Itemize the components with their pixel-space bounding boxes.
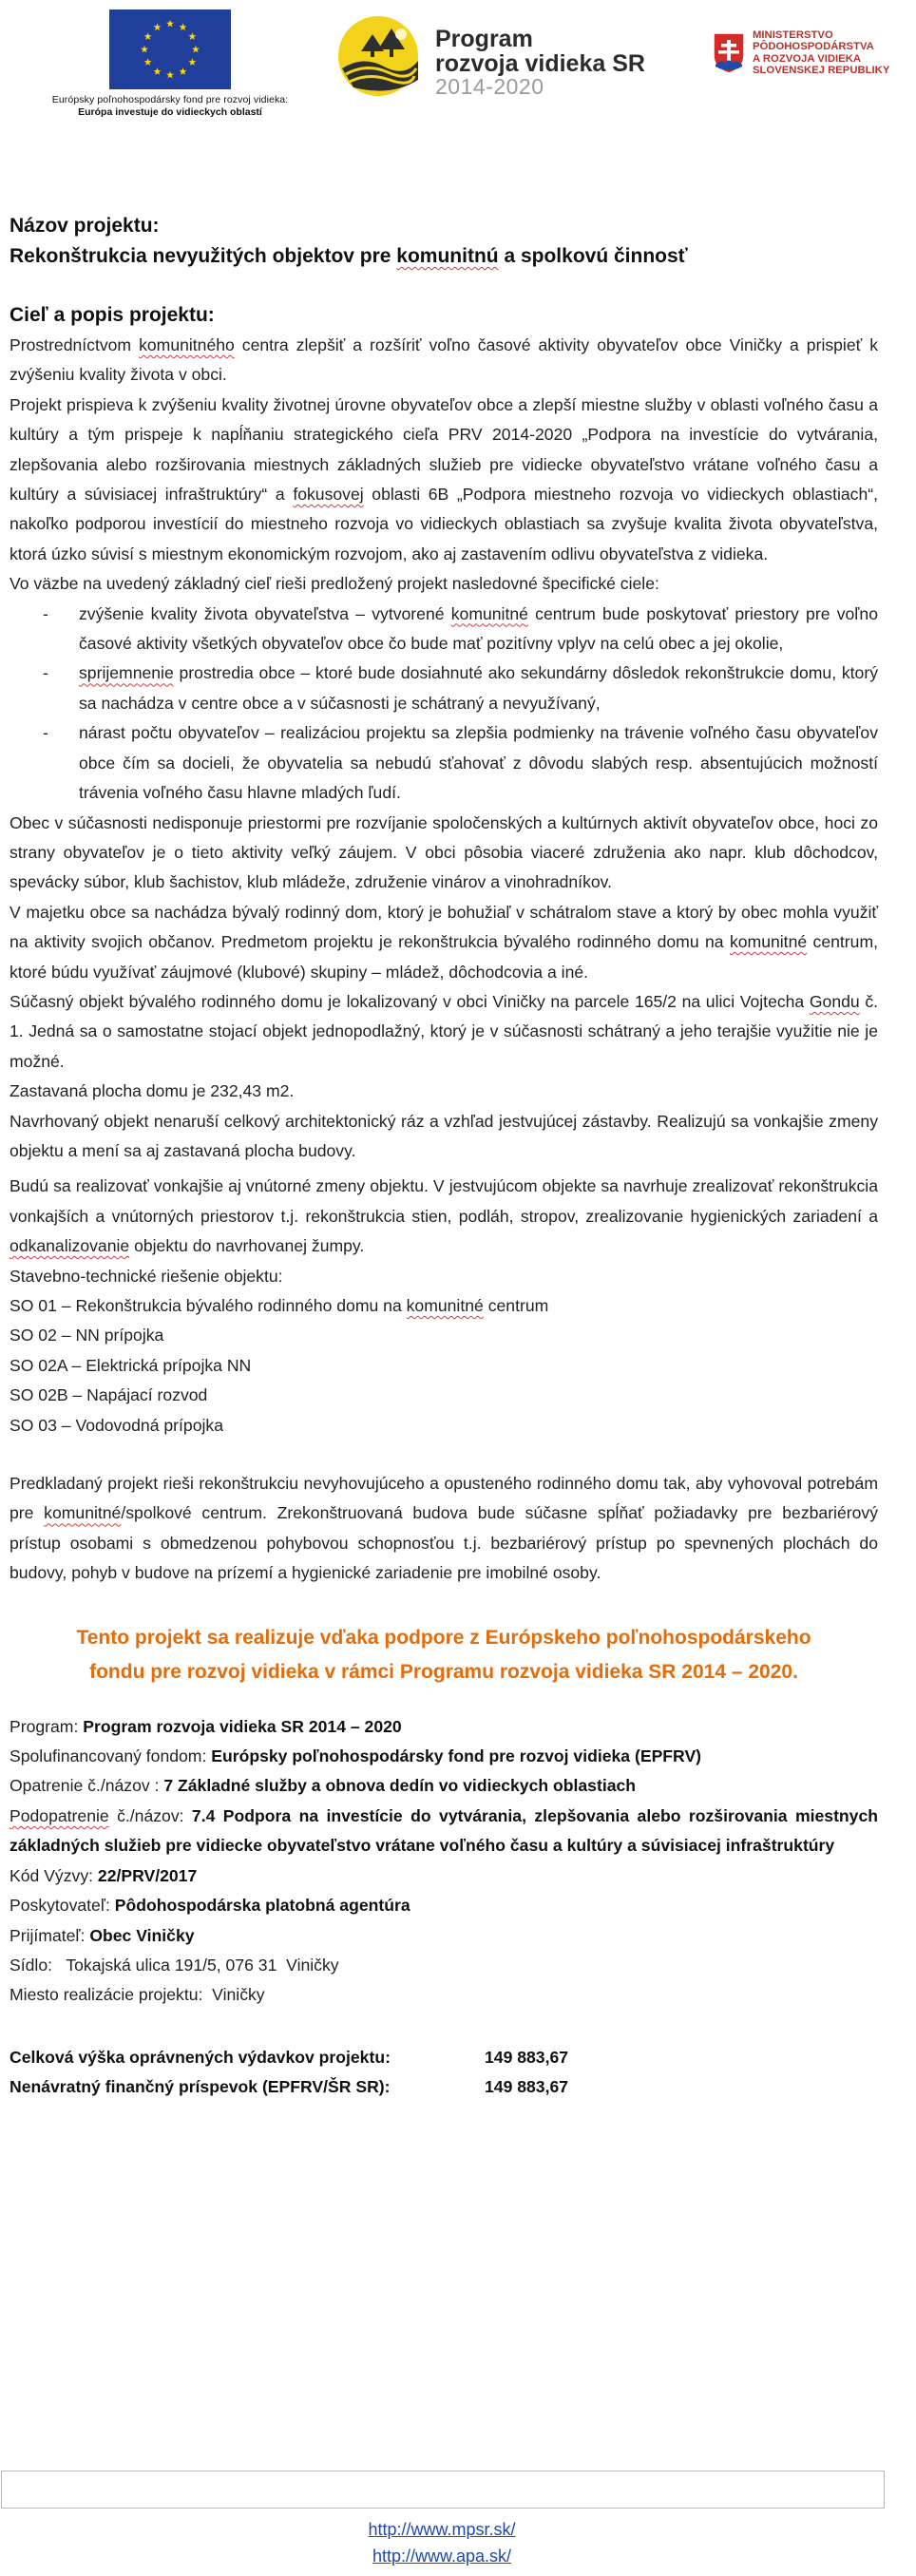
info-label: Program: <box>10 1716 84 1736</box>
goal-heading: Cieľ a popis projektu: <box>10 304 215 326</box>
footer-links <box>0 2516 884 2569</box>
text-run: Prostredníctvom <box>10 335 140 354</box>
spacer <box>10 272 878 300</box>
list-item <box>10 600 878 659</box>
eu-caption-fund: Európsky poľnohospodársky fond pre rozvoj vidieka: <box>51 94 289 105</box>
funding-statement <box>10 1621 878 1689</box>
text-run: zvýšenie kvality života obyvateľstva – vytvorené <box>79 603 451 623</box>
prv-title-line2: rozvoja vidieka SR <box>435 50 645 77</box>
text-run: Súčasný objekt bývalého rodinného domu je lokalizovaný v obci Viničky na parcele 165/2 na ulici Vojtecha <box>10 991 810 1011</box>
finance-eligible-costs <box>10 2043 878 2072</box>
info-label: Podopatrenie <box>10 1805 109 1825</box>
prv-title-line1: Program <box>435 26 533 52</box>
finance-grant <box>10 2072 878 2102</box>
info-provider <box>10 1891 878 1920</box>
text-run: centrum bude poskytovať priestory pre voľno časové aktivity všetkých obyvateľov obce čo bude mať pozitívny vplyv na celú obec a jej okolie, <box>79 603 878 654</box>
info-value: Program rozvoja vidieka SR 2014 – 2020 <box>83 1716 402 1736</box>
paragraph-6 <box>10 987 878 1077</box>
footer-empty-box <box>1 2471 885 2509</box>
project-name-part: a spolkovú činnosť <box>498 245 688 267</box>
text-run: objektu do navrhovanej žumpy. <box>129 1236 365 1256</box>
info-program <box>10 1712 878 1742</box>
ministry-line-2: PÔDOHOSPODÁRSTVA <box>753 41 874 53</box>
info-label: Kód Výzvy: <box>10 1865 98 1885</box>
apa-link[interactable]: http://www.apa.sk/ <box>372 2547 512 2566</box>
paragraph-8: Navrhovaný objekt nenaruší celkový architektonický ráz a vzhľad jestvujúcej zástavby. Realizujú sa vonkajšie zmeny objektu a mení sa aj zastavaná plocha budovy. <box>10 1111 878 1160</box>
text-run: komunitné <box>406 1296 484 1315</box>
paragraph-11 <box>10 1469 878 1589</box>
prv-logo <box>334 13 648 99</box>
paragraph-10: Stavebno-technické riešenie objektu: <box>10 1266 283 1286</box>
finance-label: Nenávratný finančný príspevok (EPFRV/ŠR SR): <box>10 2077 391 2097</box>
dash-bullet: - <box>43 603 48 623</box>
text-run: centrum, ktoré búdu využívať záujmové (klubové) skupiny – mládež, dôchodcovia a iné. <box>10 932 878 982</box>
text-run: Gondu <box>809 991 860 1011</box>
funding-statement-line2: fondu pre rozvoj vidieka v rámci Programu rozvoja vidieka SR 2014 – 2020. <box>89 1660 798 1683</box>
specific-goals-list <box>10 600 878 809</box>
project-document <box>10 211 878 2103</box>
ministry-logo <box>713 29 916 105</box>
finance-value: 149 883,67 <box>485 2047 569 2067</box>
text-run: nárast počtu obyvateľov – realizáciou projektu sa zlepšia podmienky na trávenie voľného času obyvateľov obce čím sa docieli, že obyvatelia sa nebudú sťahovať z dôvodu slabých resp. absentujúcich možností trávenia voľného času hlavne mladých ľudí. <box>79 723 878 803</box>
prv-emblem-icon <box>334 13 426 99</box>
info-seat <box>10 1951 878 1980</box>
project-name <box>10 241 878 272</box>
dash-bullet: - <box>43 723 48 743</box>
so-item <box>10 1291 878 1321</box>
text-run: /spolkové centrum. Zrekonštruovaná budova bude súčasne spĺňať požiadavky pre bezbariérový prístup osobami s obmedzenou pohybovou schopnosťou t.j. bezbariérový prístup po spevnených plochách do budovy, pohyb v budove na prízemí a hygienické zariadenie pre imobilné osoby. <box>10 1503 878 1583</box>
paragraph-5 <box>10 898 878 987</box>
funding-statement-line1: Tento projekt sa realizuje vďaka podpore z Európskeho poľnohospodárskeho <box>76 1626 811 1649</box>
spacer <box>10 2011 878 2043</box>
eu-flag-icon <box>109 10 231 89</box>
text-run: oblasti 6B „Podpora miestneho rozvoja vo vidieckych oblastiach“, nakoľko podporou investícií do miestneho rozvoja vo vidieckych oblastiach sa zvyšuje kvalita života obyvateľstva, ktorá úzko súvisí s miestnym ekonomickým rozvojom, ako aj zastavením odlivu obyvateľstva z vidieka. <box>10 485 878 563</box>
project-name-heading: Názov projektu: <box>10 215 160 237</box>
so-item: SO 03 – Vodovodná prípojka <box>10 1415 223 1435</box>
info-label: Poskytovateľ: <box>10 1896 115 1916</box>
info-value: 7 Základné služby a obnova dedín vo vidieckych oblastiach <box>163 1776 637 1796</box>
finance-value: 149 883,67 <box>485 2077 569 2097</box>
eu-logo <box>13 10 327 118</box>
info-value: Európsky poľnohospodársky fond pre rozvoj vidieka (EPFRV) <box>211 1746 702 1766</box>
ministry-line-3: A ROZVOJA VIDIEKA <box>753 52 862 65</box>
slovak-coat-of-arms-icon <box>713 32 745 74</box>
info-call-code <box>10 1861 878 1891</box>
project-name-part: komunitnú <box>396 245 499 267</box>
info-label: č./názov: <box>108 1805 192 1825</box>
text-run: odkanalizovanie <box>10 1236 130 1256</box>
paragraph-2 <box>10 391 878 569</box>
text-run: fokusovej <box>293 485 364 505</box>
text-run: centra zlepšiť a rozšíriť voľno časové aktivity obyvateľov obce Viničky a prispieť k zvýšeniu kvality života v obci. <box>10 335 878 385</box>
info-value: Tokajská ulica 191/5, 076 31 Viničky <box>66 1955 339 1975</box>
info-label: Opatrenie č./názov : <box>10 1776 164 1796</box>
ministry-line-1: MINISTERSTVO <box>753 29 833 41</box>
paragraph-1 <box>10 331 878 391</box>
text-run: SO 01 – Rekonštrukcia bývalého rodinného domu na <box>10 1296 407 1315</box>
info-label: Miesto realizácie projektu: <box>10 1985 213 2005</box>
text-run: č. 1. Jedná sa o samostatne stojací objekt jednopodlažný, ktorý je v súčasnosti schátraný a jeho terajšie využitie nie je možné. <box>10 991 878 1071</box>
paragraph-4: Obec v súčasnosti nedisponuje priestormi pre rozvíjanie spoločenských a kultúrnych aktivít obyvateľov obce, hoci zo strany obyvateľov je o tieto aktivity veľký záujem. V obci pôsobia viaceré združenia ako napr. klub dôchodcov, spevácky súbor, klub šachistov, klub mládeže, združenie vinárov a vinohradníkov. <box>10 812 878 892</box>
info-value: 22/PRV/2017 <box>97 1865 198 1885</box>
mpsr-link[interactable]: http://www.mpsr.sk/ <box>368 2520 516 2539</box>
info-measure <box>10 1771 878 1801</box>
text-run: prostredia obce – ktoré bude dosiahnuté ako sekundárny dôsledok rekonštrukcie domu, ktorý sa nachádza v centre obce a v súčasnosti je schátraný a nevyužívaný, <box>79 663 878 713</box>
paragraph-3: Vo väzbe na uvedený základný cieľ rieši predložený projekt nasledovné špecifické ciele: <box>10 574 659 594</box>
text-run: komunitné <box>44 1503 122 1523</box>
info-value: Pôdohospodárska platobná agentúra <box>114 1896 410 1916</box>
prv-years: 2014-2020 <box>435 74 544 99</box>
project-name-part: Rekonštrukcia nevyužitých objektov pre <box>10 245 397 267</box>
ministry-name <box>753 29 889 77</box>
list-item <box>10 718 878 808</box>
text-run: centrum <box>483 1296 549 1315</box>
text-run: komunitné <box>729 932 808 952</box>
eu-caption-slogan: Európa investuje do vidieckych oblastí <box>78 106 262 118</box>
list-item <box>10 658 878 718</box>
info-value: Obec Viničky <box>89 1925 195 1945</box>
header-logos <box>0 0 916 133</box>
info-value: Viničky <box>212 1985 265 2005</box>
so-item: SO 02B – Napájací rozvod <box>10 1385 208 1405</box>
info-place <box>10 1980 878 2010</box>
ministry-line-4: SLOVENSKEJ REPUBLIKY <box>753 65 890 77</box>
paragraph-7: Zastavaná plocha domu je 232,43 m2. <box>10 1081 295 1101</box>
info-recipient <box>10 1921 878 1951</box>
info-submeasure <box>10 1802 878 1861</box>
info-fund <box>10 1742 878 1771</box>
text-run: Budú sa realizovať vonkajšie aj vnútorné zmeny objektu. V jestvujúcom objekte sa navrhuje zrealizovať rekonštrukcia vonkajších a vnútorných priestorov t.j. rekonštrukcia stien, podláh, stropov, zrealizovanie hygienických zariadení a <box>10 1176 878 1226</box>
text-run: Predkladaný projekt rieši rekonštrukciu nevyhovujúceho a opusteného rodinného domu tak, aby vyhovoval potrebám pre <box>10 1474 878 1523</box>
dash-bullet: - <box>43 663 48 683</box>
info-label: Sídlo: <box>10 1955 67 1975</box>
so-item: SO 02 – NN prípojka <box>10 1326 164 1345</box>
paragraph-9 <box>10 1172 878 1261</box>
text-run: V majetku obce sa nachádza bývalý rodinný dom, ktorý je bohužiaľ v schátralom stave a ktorý by obec mohla využiť na aktivity svojich občanov. Predmetom projektu je rekonštrukcia bývalého rodinného domu na <box>10 902 878 952</box>
info-label: Prijímateľ: <box>10 1925 90 1945</box>
so-item: SO 02A – Elektrická prípojka NN <box>10 1355 252 1375</box>
info-label: Spolufinancovaný fondom: <box>10 1746 212 1766</box>
finance-label: Celková výška oprávnených výdavkov projektu: <box>10 2047 391 2067</box>
text-run: sprijemnenie <box>79 663 174 683</box>
info-value: 7.4 Podpora na investície do vytvárania, zlepšovania alebo rozširovania miestnych základných služieb pre vidiecke obyvateľstvo vrátane voľného času a kultúry a súvisiacej infraštruktúry <box>10 1805 879 1856</box>
text-run: Projekt prispieva k zvýšeniu kvality životnej úrovne obyvateľov obce a zlepší miestne služby v oblasti voľného času a kultúry a tým prispeje k napĺňaniu strategického cieľa PRV 2014-2020 „Podpora na investície do vytvárania, zlepšovania alebo rozširovania miestnych základných služieb pre vidiecke obyvateľstvo vrátane voľného času a kultúry a súvisiacej infraštruktúry“ a <box>10 394 878 505</box>
text-run: komunitného <box>139 335 235 354</box>
spacer <box>10 1441 878 1469</box>
text-run: komunitné <box>450 603 528 623</box>
